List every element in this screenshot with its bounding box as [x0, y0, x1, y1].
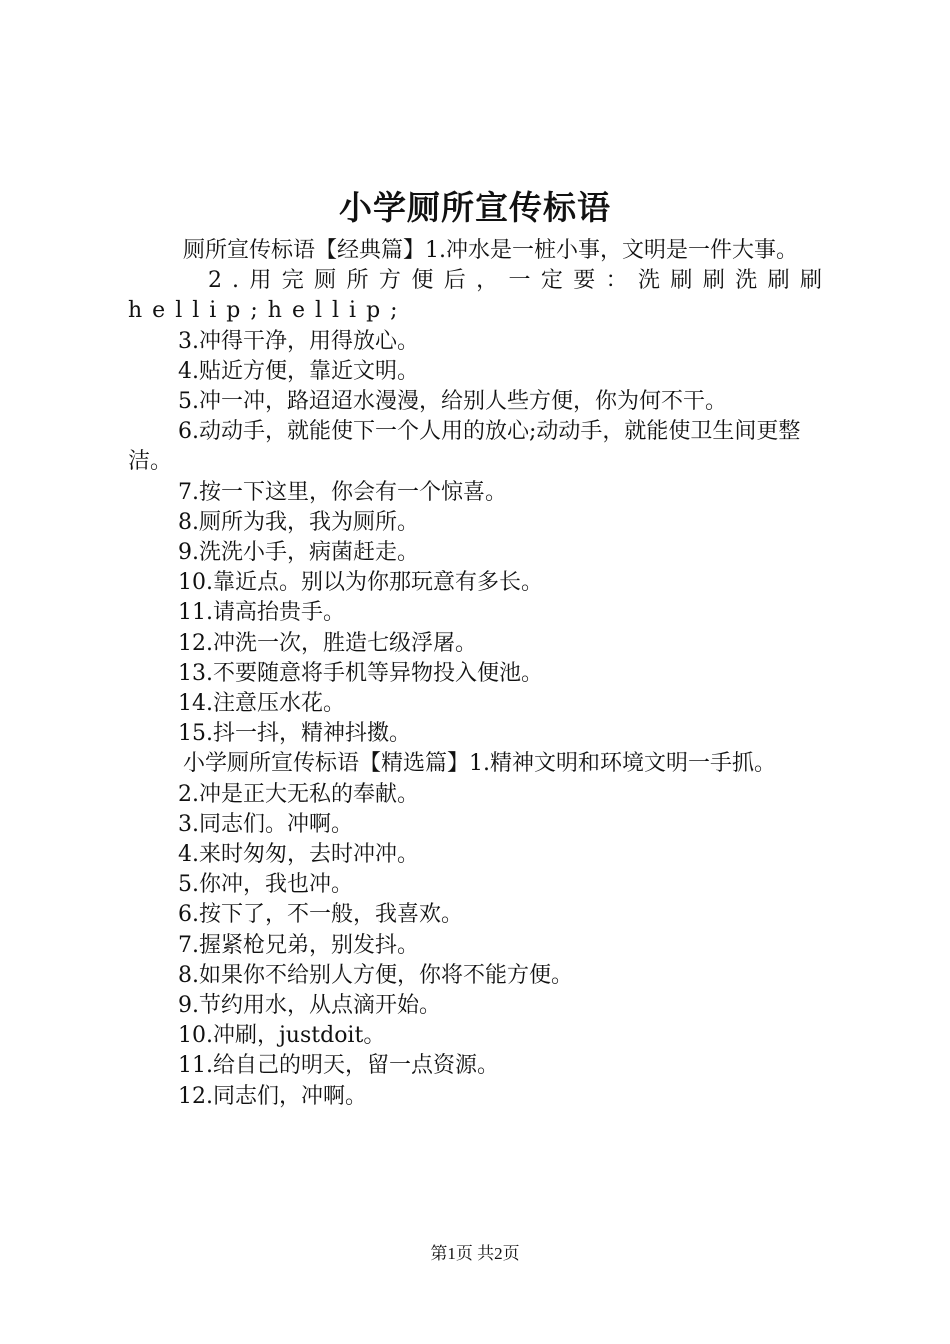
paragraph: 11.请高抬贵手。 [178, 600, 345, 626]
paragraph: 3.同志们。冲啊。 [178, 811, 353, 837]
paragraph: 小学厕所宣传标语【精选篇】1.精神文明和环境文明一手抓。 [183, 751, 776, 777]
paragraph: 4.贴近方便，靠近文明。 [178, 358, 419, 384]
document-body [128, 236, 832, 1112]
paragraph: 10.靠近点。别以为你那玩意有多长。 [178, 570, 543, 596]
paragraph: 8.如果你不给别人方便，你将不能方便。 [178, 962, 573, 988]
paragraph: 12.冲洗一次，胜造七级浮屠。 [178, 630, 477, 656]
paragraph: 11.给自己的明天，留一点资源。 [178, 1053, 499, 1079]
paragraph: 14.注意压水花。 [178, 691, 345, 717]
paragraph: 6.按下了，不一般，我喜欢。 [178, 902, 463, 928]
paragraph: 9.洗洗小手，病菌赶走。 [178, 540, 419, 566]
paragraph: 5.你冲，我也冲。 [178, 872, 353, 898]
paragraph: 12.同志们，冲啊。 [178, 1083, 367, 1109]
paragraph: 10.冲刷，justdoit。 [178, 1023, 386, 1049]
paragraph: 6.动动手，就能使下一个人用的放心;动动手，就能使卫生间更整洁。 [128, 419, 801, 475]
paragraph: 9.节约用水，从点滴开始。 [178, 993, 441, 1019]
paragraph: 13.不要随意将手机等异物投入便池。 [178, 660, 543, 686]
paragraph: 2.冲是正大无私的奉献。 [178, 781, 419, 807]
paragraph: 8.厕所为我，我为厕所。 [178, 509, 419, 535]
paragraph: 厕所宣传标语【经典篇】1.冲水是一桩小事，文明是一件大事。 [183, 238, 798, 263]
paragraph: 5.冲一冲，路迢迢水漫漫，给别人些方便，你为何不干。 [178, 389, 727, 415]
paragraph: 7.按一下这里，你会有一个惊喜。 [178, 479, 507, 505]
paragraph: 7.握紧枪兄弟，别发抖。 [178, 932, 419, 958]
paragraph: 2.用完厕所方便后，一定要：洗刷刷洗刷刷hellip;hellip; [128, 268, 832, 324]
paragraph: 3.冲得干净，用得放心。 [178, 328, 419, 354]
page-indicator: 第1页 共2页 [430, 1244, 520, 1263]
page-title: 小学厕所宣传标语 [339, 188, 611, 227]
paragraph: 15.抖一抖，精神抖擞。 [178, 721, 411, 747]
paragraph: 4.来时匆匆，去时冲冲。 [178, 842, 419, 868]
